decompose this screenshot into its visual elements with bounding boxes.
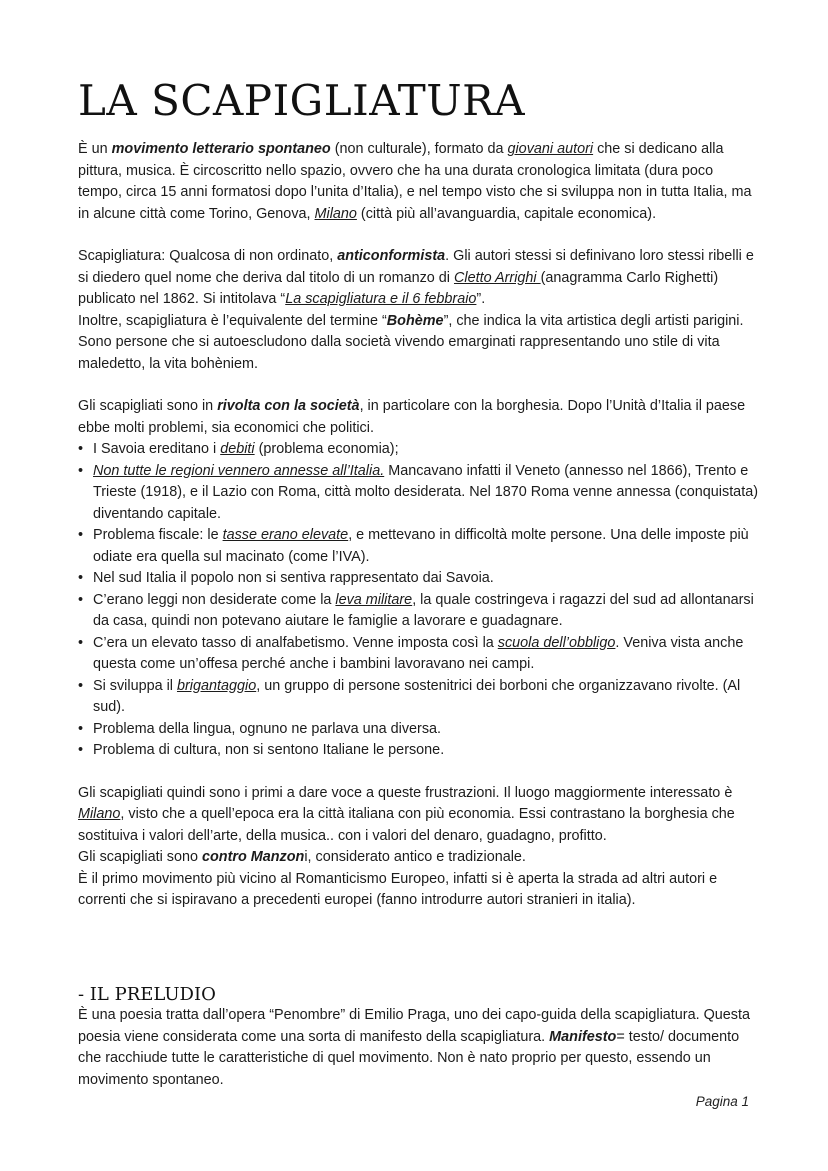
text-run: che si dedicano alla pittura, musica. È circoscritto nello spazio, ovvero che ha una durata cronologica limitata (dura poco tempo, circa 15 anni formatosi dopo l’unita d’Italia), e nel tempo visto che si sviluppa non in tutta Italia, ma in alcune città come Torino, Genova, (78, 141, 752, 222)
bullet-icon: • (78, 527, 84, 543)
main-content (78, 139, 758, 912)
page-title: LA SCAPIGLIATURA (78, 76, 526, 125)
list-item (78, 568, 758, 590)
romanticism-paragraph: È il primo movimento più vicino al Romanticismo Europeo, infatti si è aperta la strada ad altri autori e correnti che si ispiravano a precedenti europei (fanno introdurre autori stranieri in italia). (78, 870, 718, 908)
text-run: Gli scapigliati sono in (78, 398, 218, 414)
bold-italic-term: Bohème (386, 312, 444, 329)
underlined-term: giovani autori (507, 141, 594, 157)
underlined-term: Non tutte le regioni vennero annesse all’Italia. (93, 462, 385, 479)
list-item (78, 439, 758, 461)
intro-paragraph (78, 139, 758, 225)
list-item (78, 719, 758, 741)
text-run: (città più all’avanguardia, capitale economica). (356, 205, 657, 222)
bold-italic-term: rivolta con la società (217, 398, 360, 414)
bullet-icon: • (78, 441, 84, 457)
text-run: , la quale costringeva i ragazzi del sud ad allontanarsi da casa, quindi non potevano aiutare le famiglie a lavorare e guadagnare. (93, 591, 754, 629)
problems-list (78, 439, 758, 762)
text-run: Problema fiscale: le (93, 527, 223, 543)
preludio-content (78, 1005, 758, 1091)
bold-italic-term: Manifesto (549, 1028, 617, 1045)
text-run: C’era un elevato tasso di analfabetismo. Venne imposta così la (93, 634, 498, 651)
list-item (78, 525, 758, 568)
paragraph-gap (78, 762, 758, 783)
bullet-icon: • (78, 634, 84, 651)
section-title: - IL PRELUDIO (78, 984, 216, 1005)
definition-paragraph (78, 246, 758, 311)
underlined-term: brigantaggio (176, 677, 257, 694)
text-run: C’erano leggi non desiderate come la (93, 591, 336, 608)
underlined-term: Cletto Arrighi (453, 269, 541, 286)
text-run: Si sviluppa il (93, 677, 177, 694)
preludio-paragraph (78, 1005, 758, 1091)
bullet-icon: • (78, 677, 84, 694)
text-run: Gli scapigliati quindi sono i primi a dare voce a queste frustrazioni. Il luogo maggiormente interessato è (78, 784, 733, 801)
underlined-term: debiti (220, 441, 255, 457)
bold-italic-term: anticonformista (337, 248, 446, 264)
underlined-term: leva militare (335, 591, 413, 608)
bold-italic-term: movimento letterario spontaneo (111, 141, 331, 157)
text-run: Nel sud Italia il popolo non si sentiva rappresentato dai Savoia. (93, 570, 494, 586)
text-run: i, considerato antico e tradizionale. (304, 849, 526, 865)
text-run: ”. (476, 291, 486, 307)
boheme-paragraph (78, 311, 758, 376)
text-run: È un (78, 141, 112, 157)
paragraph-gap (78, 225, 758, 246)
frustration-paragraph (78, 783, 758, 848)
page-number: Pagina 1 (695, 1094, 749, 1109)
bullet-icon: • (78, 591, 84, 608)
list-item (78, 633, 758, 676)
text-run: . Veniva vista anche questa come un’offesa perché anche i bambini lavoravano nei campi. (93, 634, 744, 672)
text-run: Scapigliatura: Qualcosa di non ordinato, (78, 248, 338, 264)
underlined-term: tasse erano elevate (222, 527, 349, 543)
underlined-term: scuola dell’obbligo (497, 634, 616, 651)
paragraph-gap (78, 375, 758, 396)
text-run: Gli scapigliati sono (78, 849, 202, 865)
text-run: Inoltre, scapigliatura è l’equivalente del termine “ (78, 312, 387, 329)
underlined-term: Milano (78, 806, 121, 822)
text-run: Mancavano infatti il Veneto (annesso nel 1866), Trento e Trieste (1918), e il Lazio con Roma, città molto desiderata. Nel 1870 Roma venne annessa (conquistata) diventando capitale. (93, 462, 758, 522)
text-run: (problema economia); (254, 441, 399, 457)
underlined-term: La scapigliatura e il 6 febbraio (285, 291, 477, 307)
bold-italic-term: contro Manzon (201, 849, 305, 865)
list-item (78, 590, 758, 633)
text-run: . Gli autori stessi si definivano loro stessi ribelli e si diedero quel nome che deriva dal titolo di un romanzo di (78, 248, 754, 286)
bullet-icon: • (78, 742, 84, 758)
list-item (78, 461, 758, 526)
bullet-icon: • (78, 462, 84, 479)
text-run: I Savoia ereditano i (93, 441, 221, 457)
text-run: , in particolare con la borghesia. Dopo l’Unità d’Italia il paese ebbe molti problemi, sia economici che politici. (78, 398, 746, 436)
bullet-icon: • (78, 570, 84, 586)
text-run: (anagramma Carlo Righetti) publicato nel 1862. Si intitolava “ (78, 269, 719, 307)
manzoni-paragraph (78, 847, 758, 869)
text-run: ”, che indica la vita artistica degli artisti parigini. Sono persone che si autoescludono dalla società vivendo emarginati rappresentando uno stile di vita maledetto, la vita bohèniem. (78, 312, 744, 372)
list-item (78, 740, 758, 762)
underlined-term: Milano (314, 205, 357, 222)
revolt-paragraph (78, 396, 758, 439)
list-item (78, 676, 758, 719)
text-run: Problema di cultura, non si sentono Italiane le persone. (93, 742, 445, 758)
text-run: È una poesia tratta dall’opera “Penombre” di Emilio Praga, uno dei capo-guida della scapigliatura. Questa poesia viene considerata come una sorta di manifesto della scapigliatura. (78, 1007, 750, 1045)
text-run: Problema della lingua, ognuno ne parlava una diversa. (93, 720, 442, 737)
text-run: , un gruppo di persone sostenitrici dei borboni che organizzavano rivolte. (Al sud). (93, 677, 741, 715)
text-run: (non culturale), formato da (330, 141, 508, 157)
text-run: , visto che a quell’epoca era la città italiana con più economia. Essi contrastano la borghesia che sostituiva i valori dell’arte, della musica.. con i valori del denaro, guadagno, profitto. (78, 806, 735, 844)
bullet-icon: • (78, 720, 84, 737)
text-run: = testo/ documento che racchiude tutte le caratteristiche di quel movimento. Non è nato proprio per questo, essendo un movimento spontaneo. (78, 1028, 740, 1088)
text-run: , e mettevano in difficoltà molte persone. Una delle imposte più odiate era quella sul macinato (come l’IVA). (93, 527, 749, 565)
